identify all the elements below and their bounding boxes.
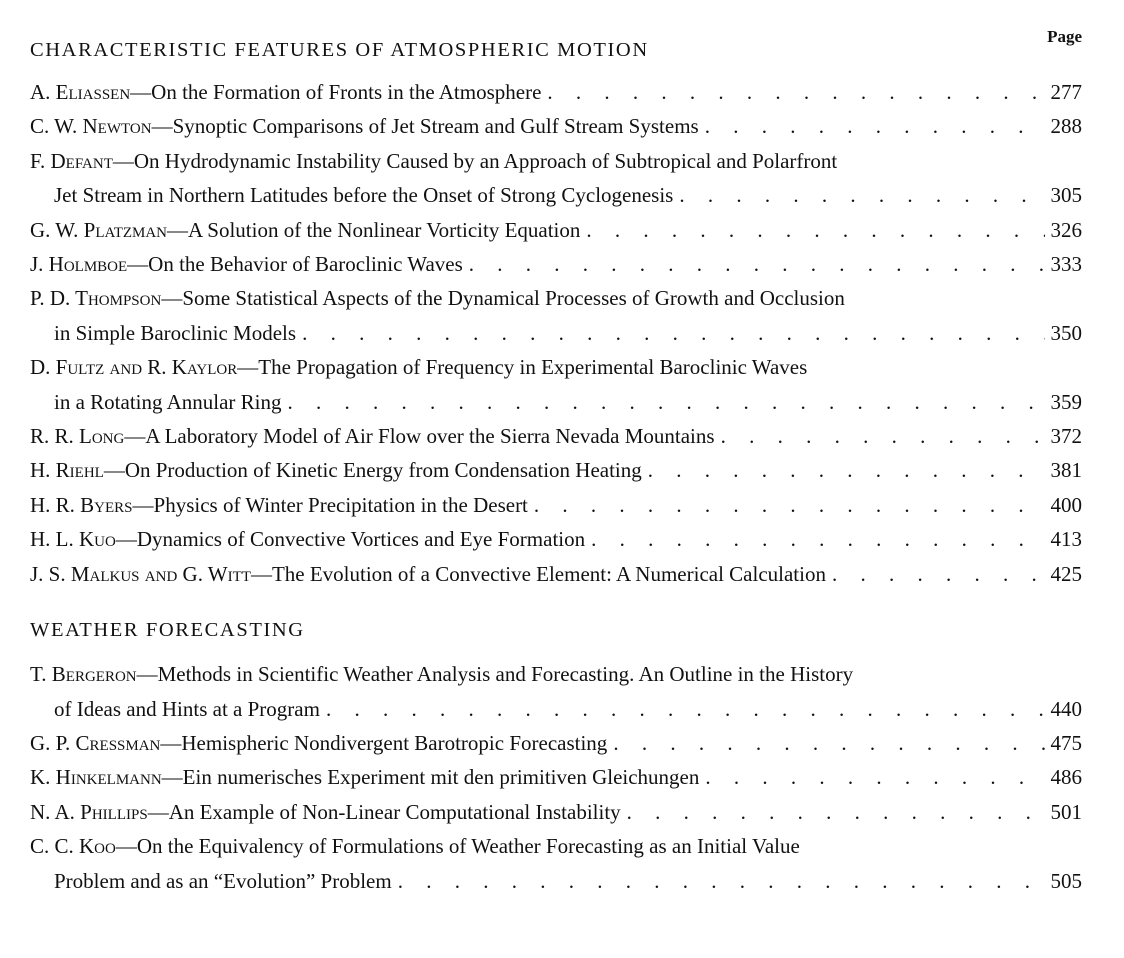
toc-entry [30,795,1082,829]
entry-line [30,760,1082,794]
page-number: 288 [1050,114,1082,139]
entry-title: Methods in Scientific Weather Analysis and Forecasting. An Outline in the History [157,662,854,687]
entry-title: On the Formation of Fronts in the Atmosphere [151,80,542,104]
toc-entry [30,281,1082,350]
entry-title-continuation [30,178,1082,212]
entry-title: in a Rotating Annular Ring [54,389,282,414]
entry-text [54,692,320,726]
entry-line [30,522,1082,556]
entry-author: R. R. Long [30,424,125,449]
entry-text [54,864,392,898]
entry-text [54,178,673,212]
entry-author: C. W. Newton [30,114,152,139]
dot-leader [296,316,1044,350]
entry-title: Synoptic Comparisons of Jet Stream and Gulf Stream Systems [172,114,699,139]
entry-line [30,350,1082,384]
entry-text: A. Eliassen—On the Formation of Fronts in the Atmosphere [30,80,542,104]
entry-title: in Simple Baroclinic Models [54,320,297,345]
entry-title: On the Equivalency of Formulations of Weather Forecasting as an Initial Value [136,834,800,859]
page-number: 425 [1050,561,1082,586]
entry-author: K. Hinkelmann [30,765,162,790]
entry-text: J. Holmboe—On the Behavior of Baroclinic Waves [30,252,463,277]
toc-section [30,617,1082,898]
entry-title-continuation [30,692,1082,726]
entry-text: D. Fultz and R. Kaylor—The Propagation of Frequency in Experimental Baroclinic Waves [30,355,808,380]
entry-title: Dynamics of Convective Vortices and Eye Formation [136,527,586,552]
page-number: 277 [1050,80,1082,104]
dot-leader [541,75,1044,109]
page-number: 350 [1050,320,1082,345]
entry-author: H. L. Kuo [30,527,116,552]
entry-text: H. Riehl—On Production of Kinetic Energy from Condensation Heating [30,458,642,483]
entry-line [30,726,1082,760]
entry-text [54,385,281,419]
page-number: 359 [1050,389,1082,414]
page-number: 475 [1050,730,1082,755]
entry-title: A Laboratory Model of Air Flow over the Sierra Nevada Mountains [145,424,715,449]
dot-leader [621,795,1045,829]
section-heading: CHARACTERISTIC FEATURES OF ATMOSPHERIC MOTION [30,39,649,61]
dot-leader [699,760,1044,794]
toc-entry [30,829,1082,898]
entry-title: Physics of Winter Precipitation in the Desert [153,492,528,517]
page-number: 333 [1050,252,1082,277]
entry-author: G. W. Platzman [30,217,168,242]
entry-author: T. Bergeron [30,662,137,687]
entry-text: F. Defant—On Hydrodynamic Instability Caused by an Approach of Subtropical and Polarfront [30,148,838,173]
dot-leader [463,247,1045,281]
entry-author: G. P. Cressman [30,730,161,755]
entry-line [30,281,1082,315]
toc-entry [30,488,1082,522]
entry-author: A. Eliassen [30,80,131,104]
page-number: 501 [1050,799,1082,824]
entry-text: H. R. Byers—Physics of Winter Precipitation in the Desert [30,492,528,517]
table-of-contents [30,26,1082,898]
entry-text: C. C. Koo—On the Equivalency of Formulations of Weather Forecasting as an Initial Value [30,834,800,859]
entry-line [30,829,1082,863]
entry-author: H. Riehl [30,458,104,483]
entry-title: On Hydrodynamic Instability Caused by an Approach of Subtropical and Polarfront [133,148,838,173]
entry-line [30,557,1082,591]
entry-author: P. D. Thompson [30,286,162,311]
page-number: 372 [1050,424,1082,449]
entry-title: Problem and as an “Evolution” Problem [54,868,392,893]
toc-entry [30,144,1082,213]
toc-entry [30,453,1082,487]
page-number: 326 [1050,217,1082,242]
toc-entry [30,760,1082,794]
toc-entry [30,419,1082,453]
dot-leader [642,453,1045,487]
entry-line [30,75,1082,109]
toc-entry [30,726,1082,760]
entry-text: T. Bergeron—Methods in Scientific Weather Analysis and Forecasting. An Outline in the History [30,662,854,687]
entry-line [30,247,1082,281]
dot-leader [585,522,1044,556]
entry-text: J. S. Malkus and G. Witt—The Evolution of a Convective Element: A Numerical Calculation [30,561,826,586]
entry-line [30,657,1082,691]
entry-line [30,109,1082,143]
page-number: 400 [1050,492,1082,517]
entry-text: G. P. Cressman—Hemispheric Nondivergent Barotropic Forecasting [30,730,608,755]
page-number: 381 [1050,458,1082,483]
entry-line [30,795,1082,829]
toc-entry [30,657,1082,726]
dot-leader [392,864,1045,898]
entry-text: K. Hinkelmann—Ein numerisches Experiment mit den primitiven Gleichungen [30,765,700,790]
dot-leader [699,109,1045,143]
page-number: 440 [1050,696,1082,721]
page-number: 305 [1050,183,1082,208]
entry-author: H. R. Byers [30,492,133,517]
toc-entry [30,522,1082,556]
toc-entry [30,557,1082,591]
entry-title-continuation [30,316,1082,350]
entry-line [30,453,1082,487]
entry-title: Jet Stream in Northern Latitudes before the Onset of Strong Cyclogenesis [54,183,674,208]
entry-author: D. Fultz and R. Kaylor [30,355,238,380]
entry-text: R. R. Long—A Laboratory Model of Air Flow over the Sierra Nevada Mountains [30,424,715,449]
entry-text: C. W. Newton—Synoptic Comparisons of Jet Stream and Gulf Stream Systems [30,114,699,139]
entry-author: F. Defant [30,148,113,173]
toc-entry [30,247,1082,281]
entry-text [54,316,296,350]
entry-line [30,488,1082,522]
entry-author: J. Holmboe [30,252,128,277]
dot-leader [320,692,1045,726]
toc-sections [30,37,1082,898]
toc-entry [30,213,1082,247]
entry-text: N. A. Phillips—An Example of Non-Linear Computational Instability [30,799,621,824]
dot-leader [673,178,1044,212]
dot-leader [826,557,1045,591]
entry-line [30,144,1082,178]
entry-title: An Example of Non-Linear Computational Instability [168,799,621,824]
entry-title: of Ideas and Hints at a Program [54,696,320,721]
entry-title: On Production of Kinetic Energy from Condensation Heating [124,458,642,483]
dot-leader [528,488,1045,522]
entry-text: H. L. Kuo—Dynamics of Convective Vortices and Eye Formation [30,527,586,552]
entry-title: Ein numerisches Experiment mit den primitiven Gleichungen [182,765,700,790]
entry-title: The Propagation of Frequency in Experimental Baroclinic Waves [258,355,808,380]
entry-author: J. S. Malkus and G. Witt [30,561,251,586]
toc-section [30,37,1082,591]
entry-text: P. D. Thompson—Some Statistical Aspects of the Dynamical Processes of Growth and Occlusion [30,286,845,311]
page-column-label: Page [1047,27,1082,46]
dot-leader [715,419,1045,453]
entry-title: The Evolution of a Convective Element: A Numerical Calculation [271,561,826,586]
entry-title-continuation [30,385,1082,419]
toc-entry [30,75,1082,109]
entry-author: N. A. Phillips [30,799,148,824]
entry-line [30,419,1082,453]
entry-title: Hemispheric Nondivergent Barotropic Forecasting [181,730,608,755]
page-number: 486 [1050,765,1082,790]
dot-leader [607,726,1044,760]
section-heading: WEATHER FORECASTING [30,619,305,642]
page-number: 413 [1050,527,1082,552]
entry-title: Some Statistical Aspects of the Dynamical Processes of Growth and Occlusion [182,286,845,311]
entry-line [30,213,1082,247]
dot-leader [281,385,1044,419]
page-number: 505 [1050,868,1082,893]
entry-author: C. C. Koo [30,834,116,859]
entry-text: G. W. Platzman—A Solution of the Nonlinear Vorticity Equation [30,217,581,242]
toc-entry [30,350,1082,419]
toc-entry [30,109,1082,143]
dot-leader [580,213,1044,247]
entry-title-continuation [30,864,1082,898]
entry-title: A Solution of the Nonlinear Vorticity Equation [188,217,581,242]
entry-title: On the Behavior of Baroclinic Waves [148,252,463,277]
